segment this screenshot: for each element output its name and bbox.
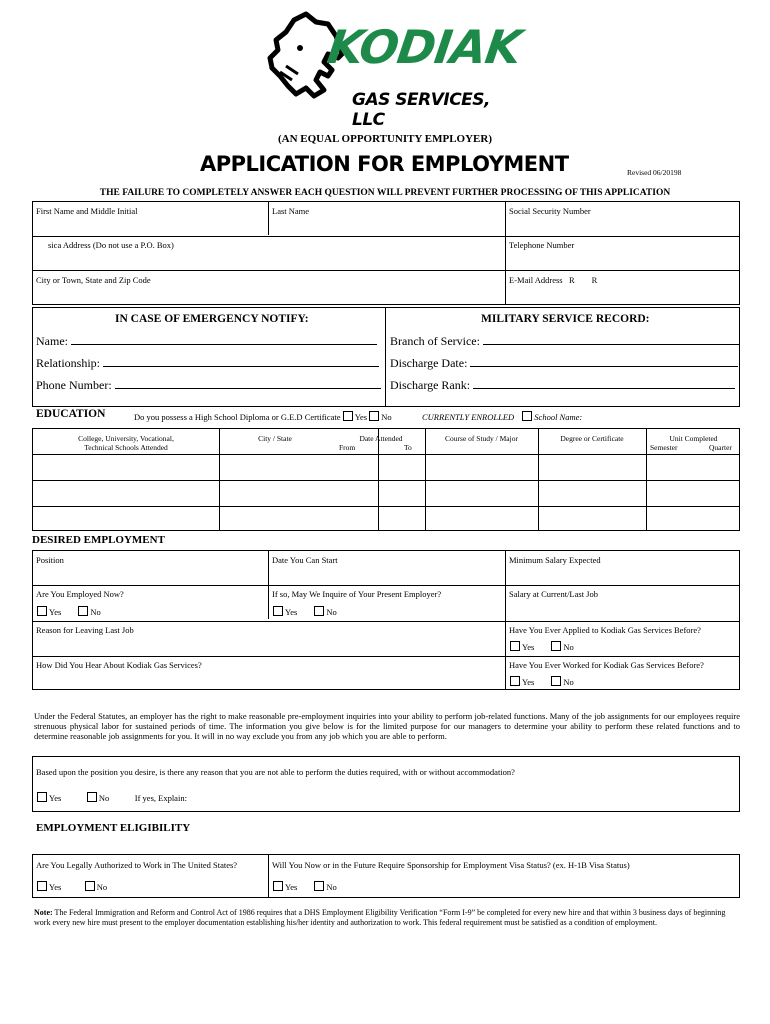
emergency-name-field[interactable]: Name: [36,334,377,349]
col-to: To [404,443,412,452]
address-field[interactable]: sica Address (Do not use a P.O. Box) [48,240,174,250]
worked-yes-checkbox[interactable] [510,676,520,686]
ssn-field[interactable]: Social Security Number [509,206,591,216]
i9-note: Note: The Federal Immigration and Reform and Control Act of 1986 requires that a DHS Employment Eligibility Verification “Form I-9” be completed for every new hire and that within 3 business days of beginning work every new hire must present to the employer documentation establishing his/her identity and authorization to work. This federal requirement must be satisfied as a condition of employment. [34,908,726,927]
applied-no-checkbox[interactable] [551,641,561,651]
eligibility-table [32,854,740,898]
worked-before-label: Have You Ever Worked for Kodiak Gas Services Before? [509,660,704,670]
sponsorship-options: Yes No [273,881,337,892]
worked-before-options: Yes No [510,676,574,687]
currently-enrolled: CURRENTLY ENROLLED School Name: [422,412,583,422]
diploma-yes-checkbox[interactable] [343,411,353,421]
start-date-field[interactable]: Date You Can Start [272,555,338,565]
employed-no-checkbox[interactable] [78,606,88,616]
city-field[interactable]: City or Town, State and Zip Code [36,275,151,285]
telephone-field[interactable]: Telephone Number [509,240,575,250]
accommodation-question: Based upon the position you desire, is there any reason that you are not able to perform the duties required, with or without accommodation? [36,767,515,777]
statute-paragraph: Under the Federal Statutes, an employer has the right to make reasonable pre-employment inquiries into your ability to perform job-related functions. Many of the job assignments for our employees require strenuous physical labor for sustained periods of time. The information you give below is for the limited purpose for our managers to determine your ability to perform these related functions and to determine reasonable job assignments for you. It will in no way exclude you from any job which you are able to perform. [34,711,740,741]
last-name-field[interactable]: Last Name [272,206,310,216]
diploma-question: Do you possess a High School Diploma or G.E.D Certificate Yes No [134,412,392,422]
authorized-yes-checkbox[interactable] [37,881,47,891]
warning-text: THE FAILURE TO COMPLETELY ANSWER EACH QUESTION WILL PREVENT FURTHER PROCESSING OF THIS APPLICATION [99,188,671,198]
accommodation-no-checkbox[interactable] [87,792,97,802]
applied-before-options: Yes No [510,641,574,652]
logo-subtitle: GAS SERVICES, LLC [352,90,490,130]
col-degree: Degree or Certificate [560,434,624,443]
inquire-yes-checkbox[interactable] [273,606,283,616]
education-heading: EDUCATION [36,408,106,420]
eligibility-heading: EMPLOYMENT ELIGIBILITY [36,822,191,834]
emergency-heading: IN CASE OF EMERGENCY NOTIFY: [115,313,309,325]
col-quarter: Quarter [709,443,732,452]
how-hear-field[interactable]: How Did You Hear About Kodiak Gas Services? [36,660,202,670]
reason-leaving-field[interactable]: Reason for Leaving Last Job [36,625,134,635]
col-dates: Date Attended [359,434,403,443]
discharge-rank-field[interactable]: Discharge Rank: [390,378,735,393]
employed-now-options: Yes No [37,606,101,617]
sponsorship-no-checkbox[interactable] [314,881,324,891]
applied-before-label: Have You Ever Applied to Kodiak Gas Services Before? [509,625,701,635]
page-title: APPLICATION FOR EMPLOYMENT [200,152,569,176]
col-city: City / State [258,434,292,443]
desired-heading: DESIRED EMPLOYMENT [32,534,165,546]
salary-current-field[interactable]: Salary at Current/Last Job [509,589,598,599]
company-logo [266,10,525,130]
col-unit: Unit Completed [669,434,718,443]
military-heading: MILITARY SERVICE RECORD: [481,313,650,325]
logo-brand: KODIAK [324,20,525,74]
inquire-options: Yes No [273,606,337,617]
email-field[interactable]: E-Mail Address R R [509,275,598,285]
personal-info-table [32,201,740,305]
position-field[interactable]: Position [36,555,64,565]
col-school: College, University, Vocational, Technical Schools Attended [78,434,174,452]
first-name-field[interactable]: First Name and Middle Initial [36,206,138,216]
enrolled-checkbox[interactable] [522,411,532,421]
diploma-no-checkbox[interactable] [369,411,379,421]
education-table [32,428,740,531]
emergency-military-box [32,307,740,407]
equal-opportunity-text: (AN EQUAL OPPORTUNITY EMPLOYER) [277,133,493,145]
accommodation-box [32,756,740,812]
accommodation-options: Yes No If yes, Explain: [37,792,187,803]
sponsorship-yes-checkbox[interactable] [273,881,283,891]
col-course: Course of Study / Major [445,434,518,443]
branch-field[interactable]: Branch of Service: [390,334,739,349]
emergency-relationship-field[interactable]: Relationship: [36,356,379,371]
worked-no-checkbox[interactable] [551,676,561,686]
min-salary-field[interactable]: Minimum Salary Expected [509,555,601,565]
employed-yes-checkbox[interactable] [37,606,47,616]
emergency-phone-field[interactable]: Phone Number: [36,378,381,393]
discharge-date-field[interactable]: Discharge Date: [390,356,738,371]
revised-date: Revised 06/20198 [627,168,682,177]
inquire-label: If so, May We Inquire of Your Present Employer? [272,589,442,599]
explain-field[interactable]: If yes, Explain: [134,793,187,803]
applied-yes-checkbox[interactable] [510,641,520,651]
authorized-label: Are You Legally Authorized to Work in The United States? [36,860,238,870]
inquire-no-checkbox[interactable] [314,606,324,616]
desired-table [32,550,740,690]
col-from: From [339,443,356,452]
authorized-no-checkbox[interactable] [85,881,95,891]
employed-now-label: Are You Employed Now? [36,589,124,599]
accommodation-yes-checkbox[interactable] [37,792,47,802]
authorized-options: Yes No [37,881,107,892]
col-semester: Semester [650,443,678,452]
sponsorship-label: Will You Now or in the Future Require Sponsorship for Employment Visa Status? (ex. H-1B Visa Status) [272,860,630,870]
